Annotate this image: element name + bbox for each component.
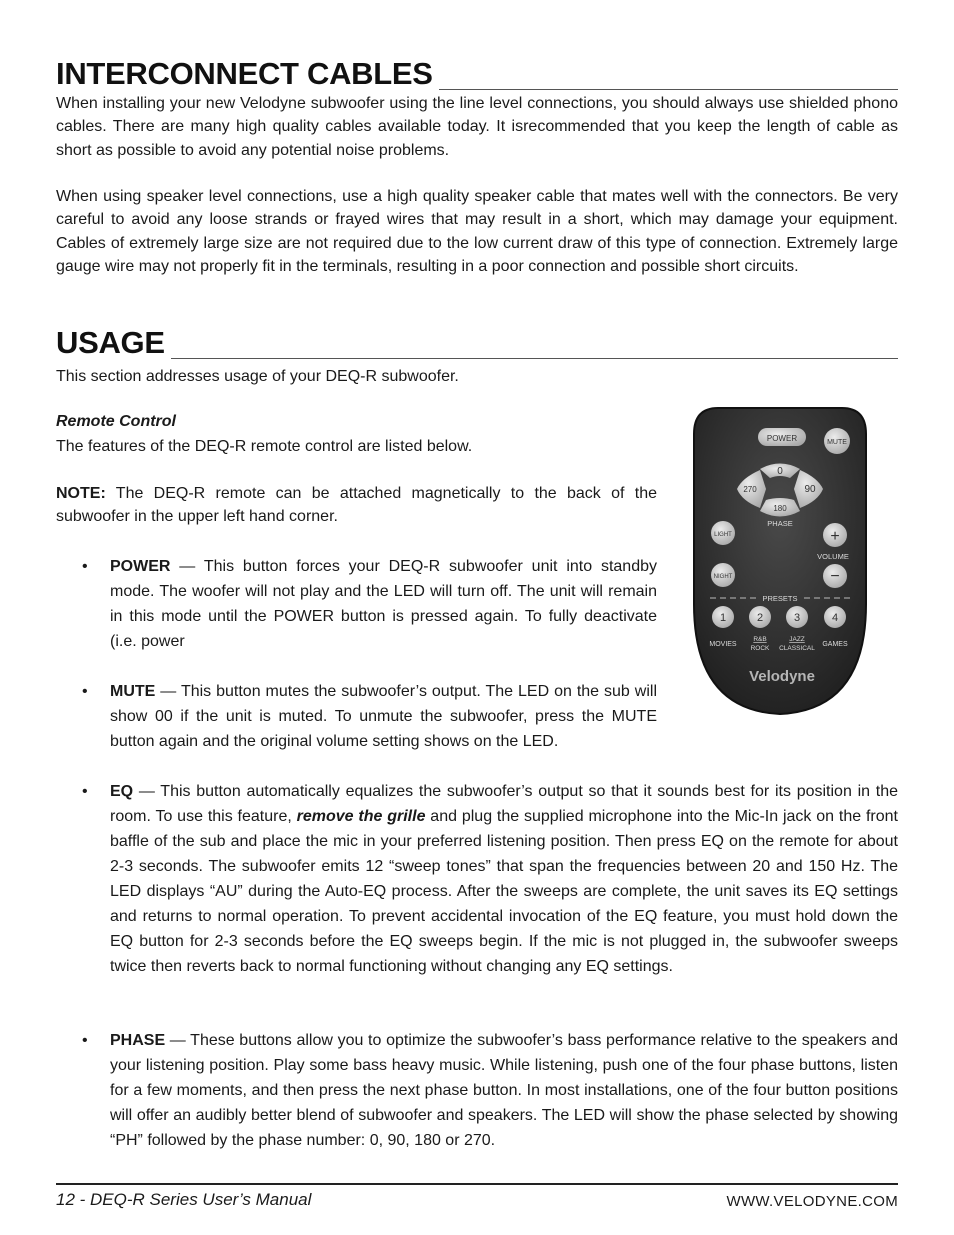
remote-games-caption: GAMES [822, 641, 848, 648]
footer-manual-title: 12 - DEQ-R Series User’s Manual [56, 1190, 312, 1209]
bullet-phase [110, 1028, 898, 1153]
note-text: The DEQ-R remote can be attached magnetically to the back of the subwoofer in the upper left hand corner. [56, 485, 657, 526]
usage-title: USAGE [56, 325, 171, 361]
bullet-power-text: — This button forces your DEQ-R subwoofer unit into standby mode. The woofer will not play and the LED will turn off. The unit will remain in this mode until the POWER button is pressed again. To fully deactivate (i.e. power [110, 558, 657, 650]
footer-rule [56, 1183, 898, 1185]
bullet-eq [110, 779, 898, 979]
remote-movies-caption: MOVIES [709, 641, 737, 648]
remote-control-illustration [690, 404, 870, 718]
remote-light-label: LIGHT [714, 532, 732, 538]
bullet-eq-text-b: and plug the supplied microphone into the Mic-In jack on the front baffle of the sub and place the mic in your preferred listening position. Then press EQ on the remote for about 2-3 seconds. The subwoofer emits 12 “sweep tones” that span the frequencies between 20 and 150 Hz. The LED displays “AU” during the Auto-EQ process. After the sweeps are complete, the unit saves its EQ settings and returns to normal operation. To prevent accidental invocation of the EQ feature, you must hold down the EQ button for 2-3 seconds before the EQ sweeps begin. If the mic is not plugged in, the subwoofer sweeps twice then reverts back to normal functioning without changing any EQ settings. [110, 808, 898, 975]
remote-volume-caption: VOLUME [817, 552, 849, 561]
bullet-glyph: • [82, 683, 88, 700]
remote-night-label: NIGHT [713, 574, 733, 580]
bullet-phase-label: PHASE [110, 1032, 166, 1049]
remote-volume-down-label: − [830, 568, 840, 585]
interconnect-title: INTERCONNECT CABLES [56, 56, 439, 92]
interconnect-paragraph-1: When installing your new Velodyne subwoofer using the line level connections, you should always use shielded phono cables. There are many high quality cables available today. It isrecommended that you keep the length of cable as short as possible to avoid any potential noise problems. [56, 95, 898, 159]
remote-phase-270-label: 270 [743, 485, 757, 494]
bullet-phase-text: — These buttons allow you to optimize the subwoofer’s bass performance relative to the speakers and your listening position. Play some bass heavy music. While listening, push one of the four phase buttons, listen for a few moments, and then press the next phase button. In most installations, one of the four button positions will offer an audibly better blend of subwoofer and speakers. The LED will show the phase selected by showing “PH” followed by the phase number: 0, 90, 180 or 270. [110, 1032, 898, 1149]
bullet-glyph: • [82, 1032, 88, 1049]
note-label: NOTE: [56, 485, 106, 502]
remote-rock-caption: ROCK [750, 645, 770, 652]
remote-power-label: POWER [766, 434, 798, 443]
remote-phase-0-label: 0 [777, 466, 783, 477]
footer-website: WWW.VELODYNE.COM [726, 1193, 898, 1210]
remote-brand-logo: Velodyne [749, 668, 815, 685]
bullet-eq-emphasis: remove the grille [296, 808, 426, 825]
remote-phase-90-label: 90 [804, 484, 816, 495]
section-heading-interconnect [56, 57, 898, 90]
bullet-eq-label: EQ [110, 783, 134, 800]
bullet-power [110, 554, 657, 654]
bullet-power-label: POWER [110, 558, 171, 575]
remote-rb-caption: R&B [753, 636, 767, 643]
bullet-mute-label: MUTE [110, 683, 156, 700]
bullet-mute-text: — This button mutes the subwoofer’s output. The LED on the sub will show 00 if the unit is muted. To unmute the subwoofer, press the MUTE button again and the original volume setting shows on the LED. [110, 683, 657, 750]
section-heading-usage [56, 326, 898, 359]
remote-preset-4-label: 4 [831, 612, 839, 624]
remote-volume-up-label: + [830, 528, 840, 545]
bullet-glyph: • [82, 783, 88, 800]
remote-phase-180-label: 180 [773, 504, 787, 513]
remote-phase-caption: PHASE [767, 519, 793, 528]
remote-jazz-caption: JAZZ [789, 636, 805, 643]
remote-mute-label: MUTE [827, 439, 847, 446]
bullet-mute [110, 679, 657, 754]
remote-presets-caption: PRESETS [762, 594, 798, 603]
remote-preset-1-label: 1 [719, 612, 727, 624]
interconnect-paragraph-2: When using speaker level connections, use a high quality speaker cable that mates well with the connectors. Be very careful to avoid any loose strands or frayed wires that may result in a short, which may damage your equipment. Cables of extremely large size are not required due to the low current draw of this type of connection. Extremely large gauge wire may not properly fit in the terminals, resulting in a poor connection and possible short circuits. [56, 188, 898, 276]
bullet-glyph: • [82, 558, 88, 575]
remote-control-subheading: Remote Control [56, 413, 176, 430]
bullet-eq-text-a: — This button automatically equalizes the subwoofer’s output so that it sounds best for its position in the room. To use this feature, [110, 783, 898, 825]
remote-classical-caption: CLASSICAL [779, 645, 815, 652]
remote-intro: The features of the DEQ-R remote control are listed below. [56, 438, 473, 455]
remote-preset-2-label: 2 [756, 612, 764, 624]
note-paragraph [56, 482, 657, 529]
usage-intro: This section addresses usage of your DEQ-R subwoofer. [56, 368, 459, 385]
remote-preset-3-label: 3 [793, 612, 801, 624]
